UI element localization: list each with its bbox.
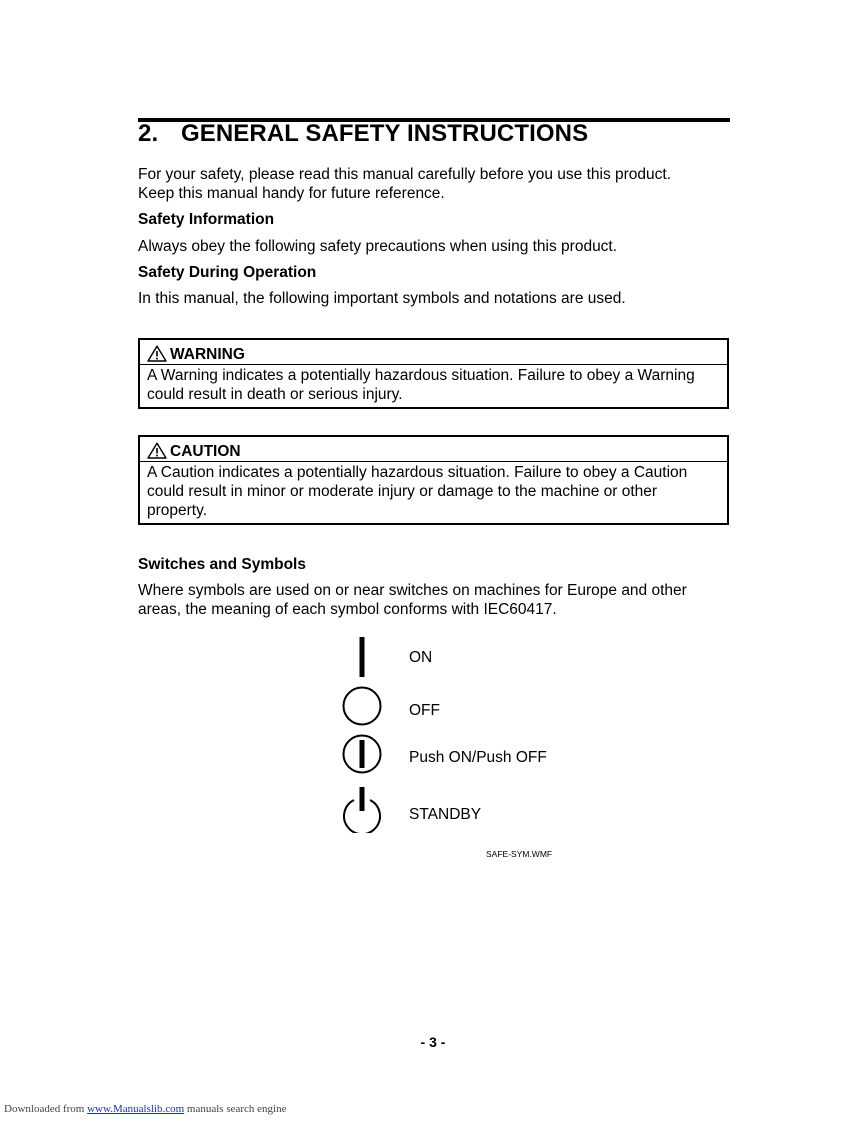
warning-title: WARNING [170, 346, 245, 363]
warning-triangle-icon [147, 345, 167, 362]
figure-id: SAFE-SYM.WMF [486, 849, 553, 859]
safety-operation-heading: Safety During Operation [138, 264, 317, 281]
intro-paragraph [138, 165, 671, 203]
intro-line-2: Keep this manual handy for future reference. [138, 185, 445, 202]
caution-triangle-icon [147, 442, 167, 459]
footer-suffix: manuals search engine [184, 1103, 287, 1115]
section-title: GENERAL SAFETY INSTRUCTIONS [181, 120, 589, 147]
warning-header [140, 340, 727, 365]
symbol-label-push: Push ON/Push OFF [409, 749, 547, 766]
symbol-label-standby: STANDBY [409, 806, 482, 823]
power-standby-icon [341, 785, 383, 833]
download-footer [4, 1103, 286, 1115]
switches-paragraph [138, 581, 687, 619]
warning-body [140, 365, 727, 407]
power-off-icon [341, 685, 383, 727]
caution-header [140, 437, 727, 462]
safety-information-heading: Safety Information [138, 211, 275, 228]
footer-prefix: Downloaded from [4, 1103, 88, 1115]
caution-box [138, 435, 729, 525]
warning-line-2: could result in death or serious injury. [147, 386, 403, 403]
caution-line-3: property. [147, 502, 208, 519]
safety-operation-text: In this manual, the following important symbols and notations are used. [138, 290, 626, 307]
switches-line-2: areas, the meaning of each symbol conforms with IEC60417. [138, 601, 557, 618]
intro-line-1: For your safety, please read this manual carefully before you use this product. [138, 166, 672, 183]
warning-line-1: A Warning indicates a potentially hazardous situation. Failure to obey a Warning [147, 367, 695, 384]
power-toggle-icon [341, 733, 383, 775]
caution-body [140, 462, 727, 523]
safety-information-text: Always obey the following safety precautions when using this product. [138, 238, 618, 255]
caution-line-2: could result in minor or moderate injury or damage to the machine or other [147, 483, 658, 500]
section-heading [138, 120, 588, 148]
page-number: - 3 - [420, 1034, 446, 1050]
symbol-label-off: OFF [409, 702, 440, 719]
footer-link[interactable]: www.Manualslib.com [87, 1103, 185, 1115]
switches-line-1: Where symbols are used on or near switches on machines for Europe and other [138, 582, 687, 599]
caution-line-1: A Caution indicates a potentially hazardous situation. Failure to obey a Caution [147, 464, 688, 481]
section-number: 2. [138, 120, 159, 147]
caution-title: CAUTION [170, 443, 241, 460]
symbol-label-on: ON [409, 649, 433, 666]
switches-heading: Switches and Symbols [138, 556, 306, 573]
power-on-icon [355, 636, 369, 678]
warning-box [138, 338, 729, 409]
